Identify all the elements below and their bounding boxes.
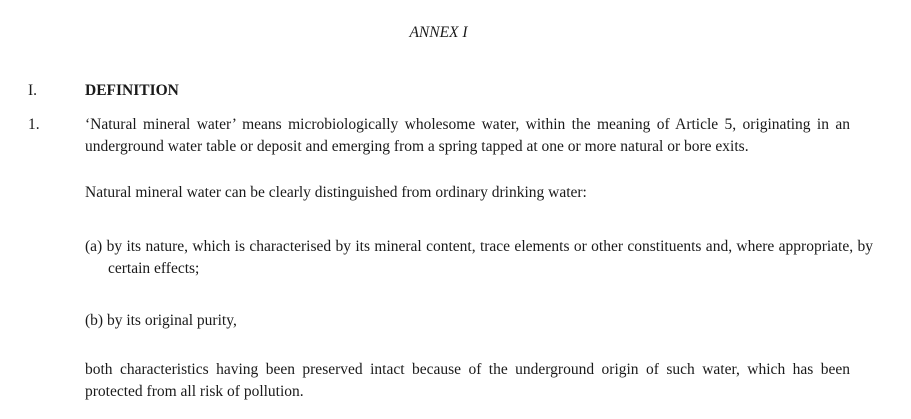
section-heading: DEFINITION [85,82,179,99]
section-number: I. [28,82,38,99]
point-b-paragraph: (b) by its original purity, [85,312,237,329]
conclusion-paragraph: both characteristics having been preserved intact because of the underground origin of such water, which has been protected from all risk of pollution. [85,361,850,400]
point-a-paragraph: (a) by its nature, which is characterised by its mineral content, trace elements or other constituents and, where appropriate, by certain effects; [85,238,873,277]
item-number: 1. [28,116,40,133]
annex-title: ANNEX I [409,24,468,41]
distinguish-intro-paragraph: Natural mineral water can be clearly distinguished from ordinary drinking water: [85,184,587,201]
definition-paragraph: ‘Natural mineral water’ means microbiologically wholesome water, within the meaning of Article 5, originating in an underground water table or deposit and emerging from a spring tapped at one or more natural or bore exits. [85,116,850,155]
